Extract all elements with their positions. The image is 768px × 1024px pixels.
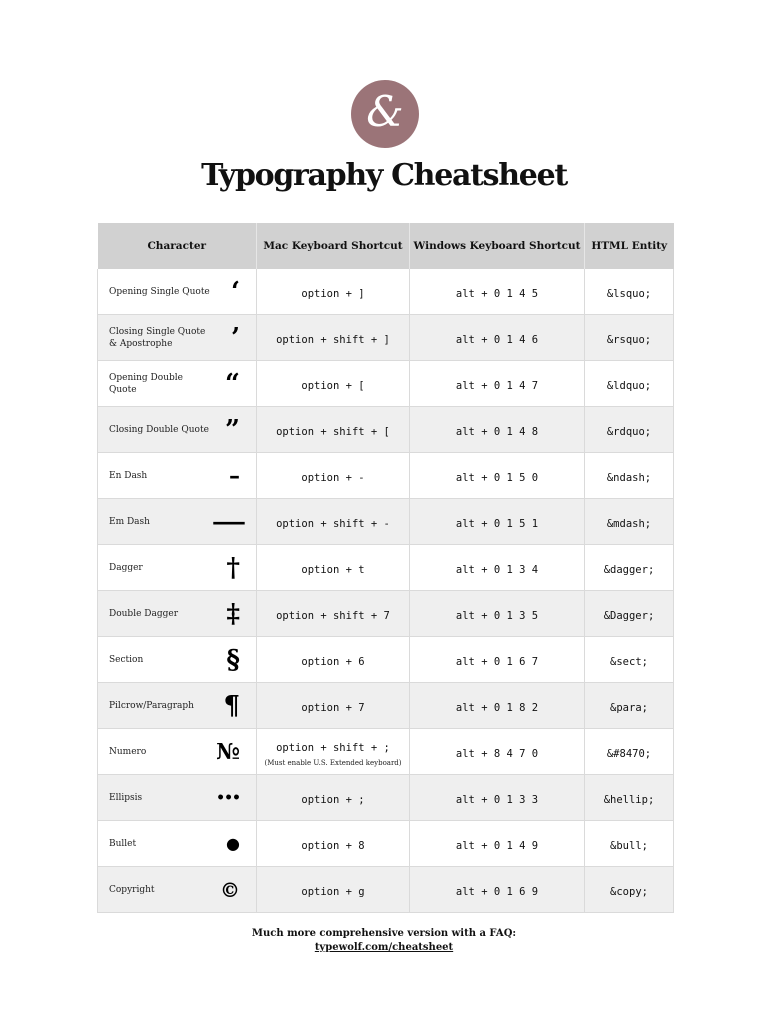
html-entity: &#8470; (606, 748, 652, 760)
header-character: Character (98, 223, 257, 269)
table-row (98, 499, 674, 545)
html-entity-cell (585, 315, 674, 361)
character-name: Pilcrow/Paragraph (109, 700, 194, 711)
windows-shortcut: alt + 0 1 4 5 (455, 288, 539, 300)
table-row (98, 361, 674, 407)
html-entity: &bull; (610, 840, 648, 852)
character-cell (98, 407, 257, 453)
character-glyph: ● (226, 833, 240, 853)
table-row (98, 821, 674, 867)
mac-shortcut: option + 7 (301, 702, 365, 714)
html-entity-cell (585, 499, 674, 545)
html-entity-cell (585, 729, 674, 775)
table-row (98, 545, 674, 591)
character-cell (98, 637, 257, 683)
character-name: Closing Single Quote & Apostrophe (109, 326, 206, 349)
windows-shortcut: alt + 0 1 3 3 (455, 794, 539, 806)
html-entity-cell (585, 361, 674, 407)
character-cell (98, 821, 257, 867)
mac-shortcut-cell (257, 407, 410, 453)
mac-shortcut: option + [ (301, 380, 365, 392)
header-html-entity: HTML Entity (585, 223, 674, 269)
windows-shortcut-cell (410, 729, 585, 775)
windows-shortcut: alt + 0 1 3 5 (455, 610, 539, 622)
html-entity-cell (585, 637, 674, 683)
html-entity: &dagger; (603, 564, 655, 576)
character-glyph: ¶ (223, 690, 240, 721)
table-row (98, 867, 674, 913)
html-entity: &sect; (610, 656, 648, 668)
html-entity: &copy; (610, 886, 648, 898)
mac-shortcut: option + ] (301, 288, 365, 300)
ampersand-logo (351, 80, 419, 148)
html-entity: &para; (610, 702, 648, 714)
mac-shortcut-cell (257, 729, 410, 775)
character-name: Numero (109, 746, 147, 757)
character-cell (98, 591, 257, 637)
html-entity-cell (585, 545, 674, 591)
mac-shortcut-cell (257, 315, 410, 361)
mac-shortcut: option + t (301, 564, 365, 576)
page-title: Typography Cheatsheet (201, 158, 567, 193)
windows-shortcut: alt + 0 1 4 9 (455, 840, 539, 852)
header-mac-shortcut: Mac Keyboard Shortcut (257, 223, 410, 269)
character-name: Opening Single Quote (109, 286, 210, 297)
mac-shortcut-cell (257, 499, 410, 545)
cheatsheet-table (97, 223, 674, 913)
windows-shortcut-cell (410, 407, 585, 453)
character-glyph: ‘ (230, 276, 240, 307)
ampersand-icon: & (366, 87, 404, 136)
windows-shortcut-cell (410, 499, 585, 545)
windows-shortcut: alt + 0 1 3 4 (455, 564, 539, 576)
windows-shortcut-cell (410, 775, 585, 821)
html-entity: &ndash; (606, 472, 652, 484)
html-entity-cell (585, 407, 674, 453)
windows-shortcut-cell (410, 315, 585, 361)
html-entity-cell (585, 821, 674, 867)
windows-shortcut-cell (410, 867, 585, 913)
windows-shortcut-cell (410, 683, 585, 729)
character-cell (98, 867, 257, 913)
windows-shortcut-cell (410, 453, 585, 499)
character-glyph: ••• (216, 789, 240, 806)
html-entity: &mdash; (606, 518, 652, 530)
table-row (98, 269, 674, 315)
mac-shortcut: option + ; (301, 794, 365, 806)
windows-shortcut-cell (410, 361, 585, 407)
windows-shortcut: alt + 0 1 8 2 (455, 702, 539, 714)
table-row (98, 407, 674, 453)
windows-shortcut: alt + 0 1 4 6 (455, 334, 539, 346)
mac-shortcut-cell (257, 453, 410, 499)
html-entity: &rdquo; (606, 426, 652, 438)
cheatsheet-link[interactable]: typewolf.com/cheatsheet (314, 942, 454, 953)
table-row (98, 591, 674, 637)
character-cell (98, 315, 257, 361)
html-entity: &ldquo; (606, 380, 652, 392)
mac-shortcut: option + shift + ] (276, 334, 390, 346)
windows-shortcut: alt + 8 4 7 0 (455, 748, 539, 760)
windows-shortcut: alt + 0 1 4 7 (455, 380, 539, 392)
windows-shortcut-cell (410, 637, 585, 683)
mac-shortcut-cell (257, 867, 410, 913)
character-cell (98, 269, 257, 315)
mac-shortcut: option + g (301, 886, 365, 898)
mac-shortcut-cell (257, 637, 410, 683)
mac-shortcut-cell (257, 591, 410, 637)
mac-shortcut: option + shift + - (276, 518, 390, 530)
footer-text: Much more comprehensive version with a FAQ: (251, 928, 517, 939)
mac-shortcut: option + shift + ; (276, 742, 390, 754)
character-name: Ellipsis (109, 792, 143, 803)
footer (0, 927, 768, 955)
character-name: Closing Double Quote (109, 424, 209, 435)
character-cell (98, 361, 257, 407)
windows-shortcut: alt + 0 1 6 7 (455, 656, 539, 668)
windows-shortcut: alt + 0 1 5 1 (455, 518, 539, 530)
character-cell (98, 545, 257, 591)
windows-shortcut: alt + 0 1 5 0 (455, 472, 539, 484)
windows-shortcut: alt + 0 1 4 8 (455, 426, 539, 438)
character-name: Dagger (109, 562, 143, 573)
windows-shortcut-cell (410, 545, 585, 591)
character-name: Bullet (109, 838, 137, 849)
html-entity: &rsquo; (606, 334, 652, 346)
mac-shortcut: option + shift + 7 (276, 610, 390, 622)
table-row (98, 453, 674, 499)
html-entity-cell (585, 269, 674, 315)
character-glyph: “ (225, 368, 240, 399)
character-glyph: – (229, 462, 240, 489)
table-header-row (98, 223, 674, 269)
character-glyph: © (220, 877, 240, 902)
character-name: Opening Double Quote (109, 372, 183, 395)
windows-shortcut: alt + 0 1 6 9 (455, 886, 539, 898)
html-entity-cell (585, 867, 674, 913)
mac-shortcut-cell (257, 775, 410, 821)
character-glyph: — (211, 508, 247, 535)
character-cell (98, 729, 257, 775)
mac-shortcut: option + 6 (301, 656, 365, 668)
character-glyph: § (226, 644, 240, 675)
table-row (98, 683, 674, 729)
html-entity-cell (585, 775, 674, 821)
mac-shortcut: option + shift + [ (276, 426, 390, 438)
html-entity: &lsquo; (606, 288, 652, 300)
table-row (98, 729, 674, 775)
windows-shortcut-cell (410, 591, 585, 637)
character-glyph: ‡ (226, 598, 240, 629)
character-glyph: № (216, 738, 240, 765)
header-windows-shortcut: Windows Keyboard Shortcut (410, 223, 585, 269)
table-row (98, 315, 674, 361)
mac-shortcut-cell (257, 821, 410, 867)
character-cell (98, 775, 257, 821)
html-entity: &Dagger; (603, 610, 655, 622)
character-cell (98, 453, 257, 499)
character-name: Double Dagger (109, 608, 178, 619)
character-cell (98, 499, 257, 545)
character-name: Section (109, 654, 144, 665)
mac-shortcut-note: (Must enable U.S. Extended keyboard) (264, 759, 402, 767)
windows-shortcut-cell (410, 821, 585, 867)
mac-shortcut: option + 8 (301, 840, 365, 852)
character-glyph: ” (225, 414, 240, 445)
character-glyph: ’ (230, 322, 240, 353)
html-entity: &hellip; (603, 794, 655, 806)
html-entity-cell (585, 683, 674, 729)
mac-shortcut-cell (257, 683, 410, 729)
table-row (98, 775, 674, 821)
table-row (98, 637, 674, 683)
character-glyph: † (226, 552, 240, 583)
character-name: Em Dash (109, 516, 150, 527)
html-entity-cell (585, 591, 674, 637)
character-name: En Dash (109, 470, 148, 481)
mac-shortcut-cell (257, 361, 410, 407)
character-cell (98, 683, 257, 729)
character-name: Copyright (109, 884, 155, 895)
html-entity-cell (585, 453, 674, 499)
mac-shortcut-cell (257, 545, 410, 591)
windows-shortcut-cell (410, 269, 585, 315)
mac-shortcut-cell (257, 269, 410, 315)
mac-shortcut: option + - (301, 472, 365, 484)
